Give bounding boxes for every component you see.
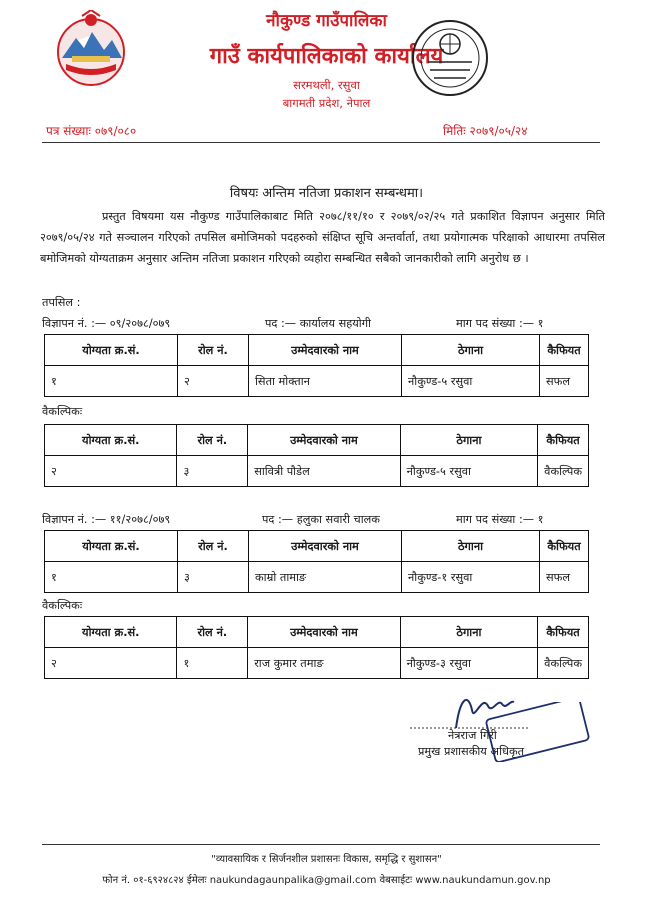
col-remark: कैफियत [540,335,589,366]
alternate-2-label: वैकल्पिकः [42,599,83,612]
table-row [45,456,589,487]
header-divider [42,142,600,143]
col-address: ठेगाना [402,531,540,562]
date-label: मितिः [443,124,466,138]
cell-name: सावित्री पौडेल [248,456,400,487]
cell-roll: १ [177,648,248,679]
col-address: ठेगाना [400,617,538,648]
office-name: गाउँ कार्यपालिकाको कार्यालय [209,44,444,69]
office-address: सरमथली, रसुवा [293,78,360,92]
cell-address: नौकुण्ड-३ रसुवा [400,648,538,679]
advertisement-1-result-table [44,334,589,397]
cell-roll: २ [178,366,249,397]
col-rank: योग्यता क्र.सं. [45,531,178,562]
cell-rank: १ [45,562,178,593]
table-row [45,648,589,679]
letter-body: प्रस्तुत विषयमा यस नौकुण्ड गाउँपालिकाबाट मिति २०७८/११/१० र २०७९/०२/२५ गते प्रकाशित विज्ञापन अनुसार मिति २०७९/०५/२४ गते सञ्चालन गरिएको तपसिल बमोजिमको पदहरुको संक्षिप्त सूचि अन्तर्वार्ता, तथा प्रयोगात्मक परिक्षाको आधारमा तपसिल बमोजिमको योग्यताक्रम अनुसार अन्तिम नतिजा प्रकाशन गरिएको व्यहोरा सम्बन्धित सबैको जानकारीको लागि अनुरोध छ । [40,210,605,265]
municipality-name: नौकुण्ड गाउँपालिका [266,11,387,31]
col-address: ठेगाना [402,335,540,366]
col-roll: रोल नं. [178,335,249,366]
col-roll: रोल नं. [177,617,248,648]
letter-subject: विषयः अन्तिम नतिजा प्रकाशन सम्बन्धमा। [229,186,424,201]
advertisement-1-post: पद :— कार्यालय सहयोगी [265,317,371,330]
footer-divider [42,844,600,845]
cell-name: सिता मोक्तान [249,366,402,397]
col-rank: योग्यता क्र.सं. [45,335,178,366]
table-header-row [45,617,589,648]
advertisement-2-number: विज्ञापन नं. :— ११/२०७८/०७९ [42,513,171,526]
col-name: उम्मेदवारको नाम [248,617,400,648]
signatory-title: प्रमुख प्रशासकीय अधिकृत [418,745,525,758]
signatory-name: नेत्रराज गिरी [448,729,497,742]
reference-label: पत्र संख्याः [46,124,91,138]
advertisement-2-alternate-table [44,616,589,679]
col-name: उम्मेदवारको नाम [248,425,400,456]
col-remark: कैफियत [540,531,589,562]
cell-name: काम्रो तामाङ [249,562,402,593]
table-row [45,366,589,397]
table-row [45,562,589,593]
cell-rank: २ [45,648,177,679]
cell-address: नौकुण्ड-५ रसुवा [400,456,538,487]
tapsil-label: तपसिल : [42,296,81,309]
cell-name: राज कुमार तमाङ [248,648,400,679]
reference-value: ०७९/०८० [94,124,137,138]
col-remark: कैफियत [538,617,589,648]
advertisement-2-result-table [44,530,589,593]
cell-rank: २ [45,456,177,487]
cell-remark: सफल [540,366,589,397]
col-name: उम्मेदवारको नाम [249,531,402,562]
table-header-row [45,335,589,366]
office-province: बागमती प्रदेश, नेपाल [282,96,371,110]
cell-roll: ३ [177,456,248,487]
col-rank: योग्यता क्र.सं. [45,617,177,648]
cell-roll: ३ [178,562,249,593]
alternate-1-label: वैकल्पिकः [42,405,83,418]
advertisement-2-post: पद :— हलुका सवारी चालक [262,513,380,526]
advertisement-1-number: विज्ञापन नं. :— ०९/२०७८/०७९ [42,317,171,330]
cell-remark: सफल [540,562,589,593]
footer-contact: फोन नं. ०१-६९२४८२४ ईमेलः naukundagaunpalika@gmail.com वेबसाईटः www.naukundamun.gov.np [102,875,551,886]
table-header-row [45,425,589,456]
advertisement-1-demand: माग पद संख्या :— १ [456,317,544,330]
advertisement-1-alternate-table [44,424,589,487]
col-roll: रोल नं. [178,531,249,562]
reference-number [46,122,136,139]
footer-slogan: "व्यावसायिक र सिर्जनशील प्रशासनः विकास, समृद्धि र सुशासन" [211,854,442,865]
col-remark: कैफियत [538,425,589,456]
letter-date [443,122,528,139]
cell-rank: १ [45,366,178,397]
advertisement-2-demand: माग पद संख्या :— १ [456,513,544,526]
cell-address: नौकुण्ड-५ रसुवा [402,366,540,397]
col-address: ठेगाना [400,425,538,456]
office-seal-stamp [410,18,490,98]
date-value: २०७९/०५/२४ [469,124,528,138]
cell-remark: वैकल्पिक [538,648,589,679]
cell-address: नौकुण्ड-१ रसुवा [402,562,540,593]
col-name: उम्मेदवारको नाम [249,335,402,366]
cell-remark: वैकल्पिक [538,456,589,487]
col-rank: योग्यता क्र.सं. [45,425,177,456]
col-roll: रोल नं. [177,425,248,456]
table-header-row [45,531,589,562]
